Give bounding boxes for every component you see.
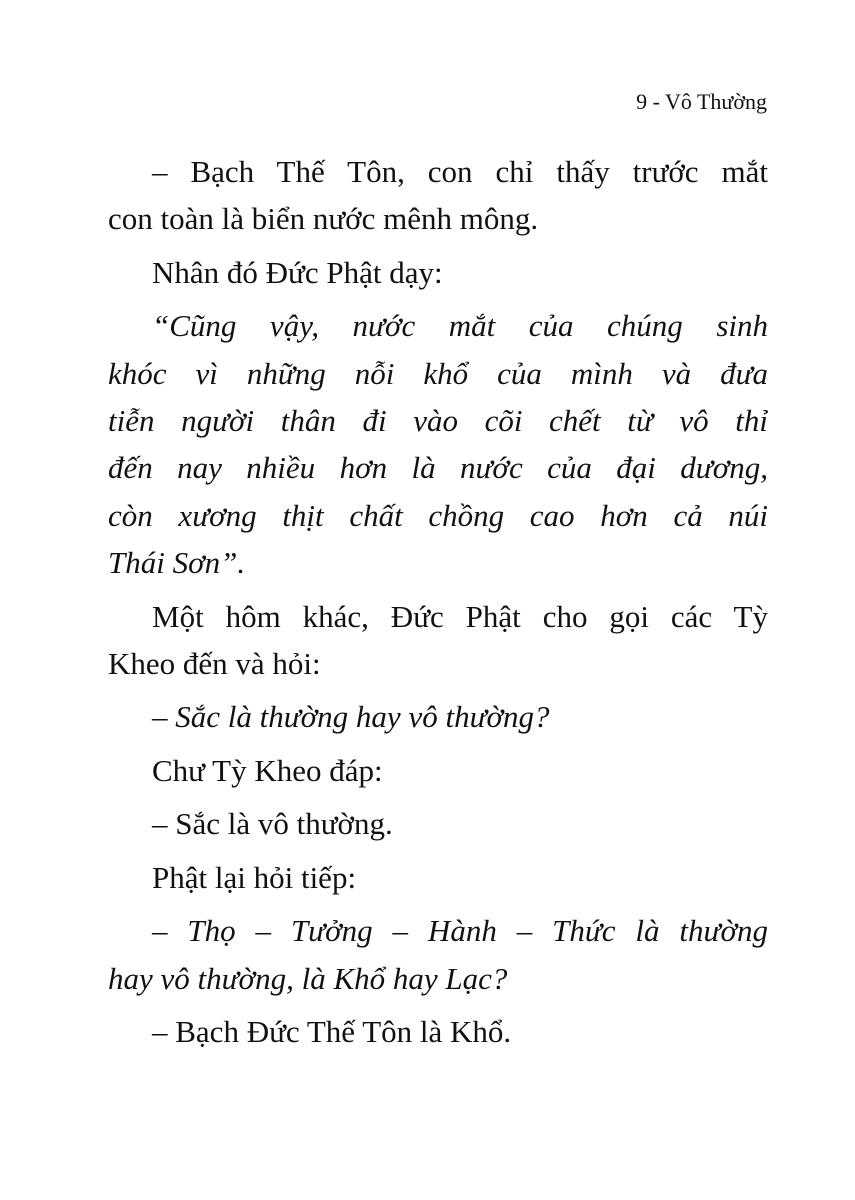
text-line: Phật lại hỏi tiếp: xyxy=(152,859,357,895)
text-line: hay vô thường, là Khổ hay Lạc? xyxy=(108,960,508,996)
text-line: Nhân đó Đức Phật dạy: xyxy=(152,254,443,290)
text-line: đến nay nhiều hơn là nước của đại dương, xyxy=(108,450,768,486)
text-line: Kheo đến và hỏi: xyxy=(108,646,321,682)
paragraph-answer-form xyxy=(108,800,768,847)
text-line: khóc vì những nỗi khổ của mình và đưa xyxy=(108,355,768,391)
paragraph-question-aggregates xyxy=(108,907,768,1002)
paragraph-buddha-teaches xyxy=(108,249,768,296)
text-line: tiễn người thân đi vào cõi chết từ vô thỉ xyxy=(108,403,768,439)
page-body xyxy=(108,148,768,1055)
text-line: Thái Sơn”. xyxy=(108,545,246,581)
text-line: – Sắc là thường hay vô thường? xyxy=(152,699,550,735)
paragraph-answer-suffering xyxy=(108,1008,768,1055)
paragraph-monks-answer xyxy=(108,747,768,794)
paragraph-quote-tears xyxy=(108,302,768,586)
text-line: con toàn là biển nước mênh mông. xyxy=(108,201,539,237)
text-line: “Cũng vậy, nước mắt của chúng sinh xyxy=(152,308,768,344)
paragraph-another-day xyxy=(108,593,768,688)
paragraph-reply-sea xyxy=(108,148,768,243)
text-line: Chư Tỳ Kheo đáp: xyxy=(152,752,383,788)
text-line: – Sắc là vô thường. xyxy=(152,806,393,842)
text-line: – Bạch Đức Thế Tôn là Khổ. xyxy=(152,1013,512,1049)
paragraph-question-form xyxy=(108,693,768,740)
running-head: 9 - Vô Thường xyxy=(636,89,767,114)
text-line: còn xương thịt chất chồng cao hơn cả núi xyxy=(108,497,768,533)
text-line: – Bạch Thế Tôn, con chỉ thấy trước mắt xyxy=(152,154,768,189)
paragraph-buddha-asks-again xyxy=(108,854,768,901)
text-line: – Thọ – Tưởng – Hành – Thức là thường xyxy=(152,913,768,949)
text-line: Một hôm khác, Đức Phật cho gọi các Tỳ xyxy=(152,598,768,634)
